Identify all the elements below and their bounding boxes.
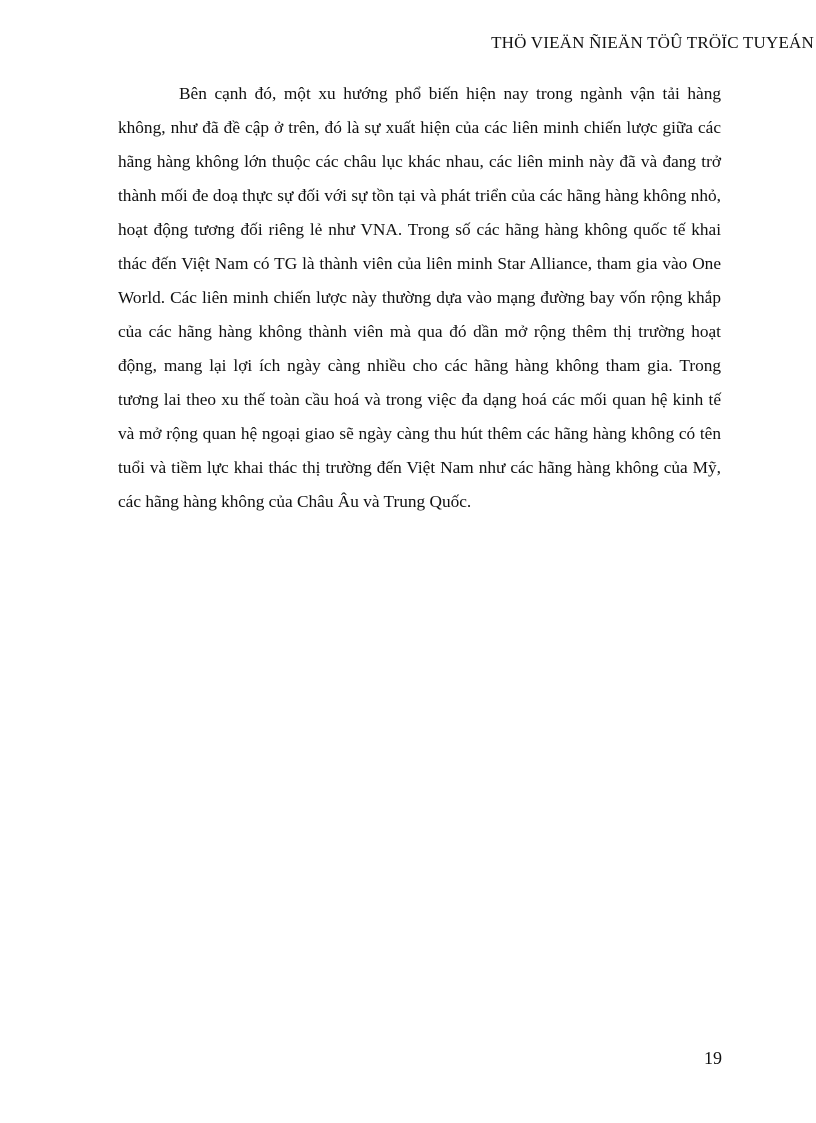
page-number: 19	[704, 1048, 722, 1068]
running-header: THÖ VIEÄN ÑIEÄN TÖÛ TRÖÏC TUYEÁN	[491, 33, 814, 52]
body-paragraph: Bên cạnh đó, một xu hướng phổ biến hiện nay trong ngành vận tải hàng không, như đã đề cập ở trên, đó là sự xuất hiện của các liên minh chiến lược giữa các hãng hàng không lớn thuộc các châu lục khác nhau, các liên minh này đã và đang trở thành mối đe doạ thực sự đối với sự tồn tại và phát triển của các hãng hàng không nhỏ, hoạt động tương đối riêng lẻ như VNA. Trong số các hãng hàng không quốc tế khai thác đến Việt Nam có TG là thành viên của liên minh Star Alliance, tham gia vào One World. Các liên minh chiến lược này thường dựa vào mạng đường bay vốn rộng khắp của các hãng hàng không thành viên mà qua đó dần mở rộng thêm thị trường hoạt động, mang lại lợi ích ngày càng nhiều cho các hãng hàng không tham gia. Trong tương lai theo xu thế toàn cầu hoá và trong việc đa dạng hoá các mối quan hệ kinh tế và mở rộng quan hệ ngoại giao sẽ ngày càng thu hút thêm các hãng hàng không có tên tuổi và tiềm lực khai thác thị trường đến Việt Nam như các hãng hàng không của Mỹ, các hãng hàng không của Châu Âu và Trung Quốc.	[118, 84, 721, 511]
